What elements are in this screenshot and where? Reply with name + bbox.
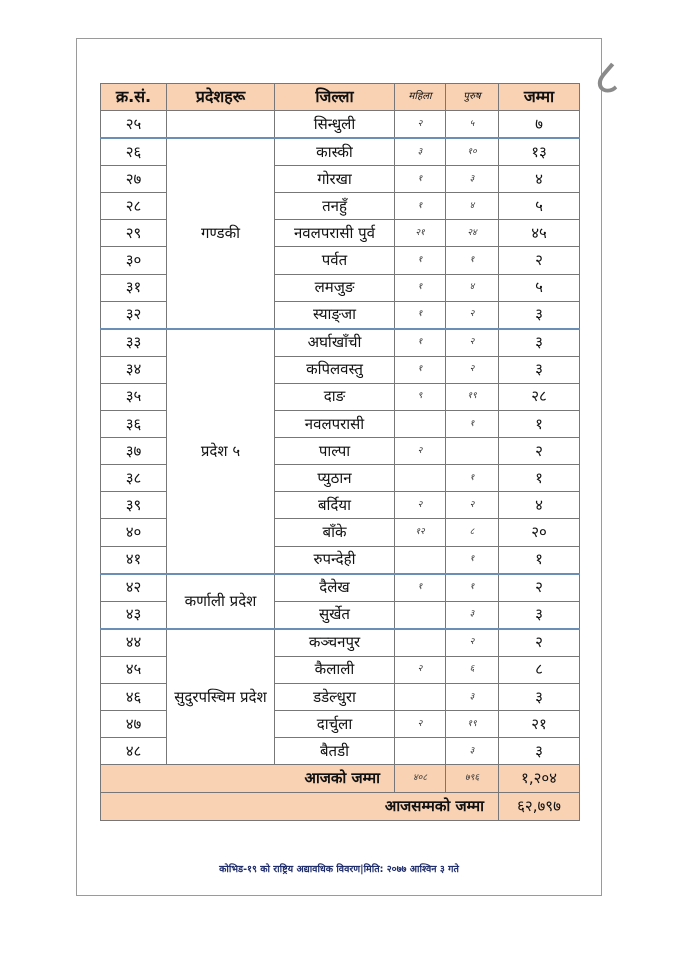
cell-district: बैतडी [275, 738, 395, 765]
cell-male: २४ [446, 220, 499, 247]
page-footer: कोभिड-१९ को राष्ट्रिय अद्यावधिक विवरण|मिति: २०७७ आश्विन ३ गते [219, 864, 459, 875]
cell-district: कञ्चनपुर [275, 629, 395, 657]
cell-male: ३ [446, 166, 499, 193]
today-total-male: ७९६ [446, 765, 499, 793]
cell-serial-number: ३७ [101, 438, 167, 465]
cell-district: सिन्धुली [275, 111, 395, 139]
today-total-label: आजको जम्मा [101, 765, 395, 793]
cell-serial-number: ३२ [101, 301, 167, 329]
cell-female: १ [395, 356, 446, 383]
cell-province: सुदुरपस्चिम प्रदेश [167, 629, 275, 765]
cell-province: गण्डकी [167, 138, 275, 329]
page-number: ८ [594, 48, 620, 106]
cell-serial-number: २७ [101, 166, 167, 193]
cell-female [395, 629, 446, 657]
cell-serial-number: ४१ [101, 546, 167, 574]
cell-district: बर्दिया [275, 492, 395, 519]
cell-total: ४ [499, 492, 580, 519]
header-male: पुरुष [446, 84, 499, 111]
cell-total: ७ [499, 111, 580, 139]
cell-female: १२ [395, 519, 446, 546]
cell-serial-number: ४५ [101, 656, 167, 683]
cell-district: स्याङ्जा [275, 301, 395, 329]
cell-female [395, 411, 446, 438]
cumulative-total-row [101, 793, 580, 821]
cell-district: नवलपरासी [275, 411, 395, 438]
cell-female: १ [395, 574, 446, 602]
cell-female: १ [395, 166, 446, 193]
cell-male: २ [446, 492, 499, 519]
cell-male: ३ [446, 683, 499, 710]
cell-district: कैलाली [275, 656, 395, 683]
cell-serial-number: ३८ [101, 465, 167, 492]
cell-district: तनहुँ [275, 193, 395, 220]
header-female: महिला [395, 84, 446, 111]
cell-province [167, 111, 275, 139]
cell-female: २ [395, 656, 446, 683]
cell-district: लमजुङ [275, 274, 395, 301]
cell-district: सुर्खेत [275, 601, 395, 629]
cell-district: अर्घाखाँची [275, 329, 395, 357]
cell-total: १३ [499, 138, 580, 166]
cell-male: १ [446, 574, 499, 602]
cell-serial-number: ३० [101, 247, 167, 274]
cell-male [446, 438, 499, 465]
cell-total: ८ [499, 656, 580, 683]
cell-male: २ [446, 301, 499, 329]
header-serial-number: क्र.सं. [101, 84, 167, 111]
cell-female: ३ [395, 138, 446, 166]
table-row [101, 111, 580, 139]
cell-district: नवलपरासी पुर्व [275, 220, 395, 247]
cell-female: १ [395, 247, 446, 274]
cell-district: कास्की [275, 138, 395, 166]
cell-serial-number: ४६ [101, 683, 167, 710]
cell-female [395, 465, 446, 492]
cell-district: बाँके [275, 519, 395, 546]
cell-total: ३ [499, 683, 580, 710]
cell-district: डडेल्धुरा [275, 683, 395, 710]
cell-total: ४ [499, 166, 580, 193]
cell-male: १९ [446, 383, 499, 410]
cell-district: प्युठान [275, 465, 395, 492]
cell-female: २ [395, 711, 446, 738]
cell-total: २० [499, 519, 580, 546]
cell-total: २ [499, 574, 580, 602]
cell-female: १ [395, 329, 446, 357]
cell-district: दाङ [275, 383, 395, 410]
cell-serial-number: ४८ [101, 738, 167, 765]
cell-total: ४५ [499, 220, 580, 247]
cell-total: ५ [499, 274, 580, 301]
header-district: जिल्ला [275, 84, 395, 111]
cell-total: ३ [499, 601, 580, 629]
cell-total: २ [499, 247, 580, 274]
cell-province: प्रदेश ५ [167, 329, 275, 574]
header-province: प्रदेशहरू [167, 84, 275, 111]
cell-total: ३ [499, 301, 580, 329]
cell-total: २ [499, 438, 580, 465]
cell-serial-number: २६ [101, 138, 167, 166]
cell-male: ५ [446, 111, 499, 139]
cell-total: १ [499, 411, 580, 438]
cell-female: २ [395, 438, 446, 465]
cell-serial-number: ३६ [101, 411, 167, 438]
cumulative-total-label: आजसम्मको जम्मा [101, 793, 499, 821]
cell-male: ६ [446, 656, 499, 683]
table-row [101, 574, 580, 602]
cell-district: पर्वत [275, 247, 395, 274]
cell-district: पाल्पा [275, 438, 395, 465]
table-header-row [101, 84, 580, 111]
cell-total: २१ [499, 711, 580, 738]
table-row [101, 629, 580, 657]
cell-serial-number: ३४ [101, 356, 167, 383]
cell-total: १ [499, 546, 580, 574]
cell-male: १ [446, 247, 499, 274]
cell-total: ३ [499, 329, 580, 357]
cell-serial-number: २८ [101, 193, 167, 220]
cell-total: २८ [499, 383, 580, 410]
cell-total: १ [499, 465, 580, 492]
cell-district: दार्चुला [275, 711, 395, 738]
cell-total: ५ [499, 193, 580, 220]
cell-province: कर्णाली प्रदेश [167, 574, 275, 629]
today-total-row [101, 765, 580, 793]
cell-total: ३ [499, 738, 580, 765]
cell-female [395, 738, 446, 765]
cell-male: १ [446, 411, 499, 438]
cell-serial-number: ३५ [101, 383, 167, 410]
cell-male: २ [446, 629, 499, 657]
cell-serial-number: २५ [101, 111, 167, 139]
cell-male: २ [446, 356, 499, 383]
cell-serial-number: ३१ [101, 274, 167, 301]
cell-male: ८ [446, 519, 499, 546]
cell-male: ४ [446, 193, 499, 220]
cell-serial-number: ३९ [101, 492, 167, 519]
cell-male: १ [446, 465, 499, 492]
district-cases-table [100, 83, 580, 821]
cell-female [395, 683, 446, 710]
cell-male: २ [446, 329, 499, 357]
table-row [101, 329, 580, 357]
cell-male: १ [446, 546, 499, 574]
cell-male: १९ [446, 711, 499, 738]
table-row [101, 138, 580, 166]
cell-serial-number: ३३ [101, 329, 167, 357]
cell-serial-number: ४७ [101, 711, 167, 738]
cell-female: २१ [395, 220, 446, 247]
cell-district: कपिलवस्तु [275, 356, 395, 383]
cell-female: १ [395, 193, 446, 220]
cell-male: १० [446, 138, 499, 166]
cell-district: दैलेख [275, 574, 395, 602]
cell-district: गोरखा [275, 166, 395, 193]
today-total-female: ४०८ [395, 765, 446, 793]
cell-serial-number: ४४ [101, 629, 167, 657]
cell-serial-number: ४० [101, 519, 167, 546]
cell-female [395, 601, 446, 629]
cell-female: २ [395, 492, 446, 519]
header-total: जम्मा [499, 84, 580, 111]
today-total-value: १,२०४ [499, 765, 580, 793]
cell-female: ९ [395, 383, 446, 410]
cell-female: २ [395, 111, 446, 139]
cell-district: रुपन्देही [275, 546, 395, 574]
cumulative-total-value: ६२,७९७ [499, 793, 580, 821]
cell-female [395, 546, 446, 574]
cell-female: १ [395, 301, 446, 329]
cell-female: १ [395, 274, 446, 301]
cell-total: ३ [499, 356, 580, 383]
cell-serial-number: २९ [101, 220, 167, 247]
cell-male: ३ [446, 738, 499, 765]
table-body [101, 111, 580, 765]
cell-serial-number: ४३ [101, 601, 167, 629]
cell-serial-number: ४२ [101, 574, 167, 602]
cell-male: ३ [446, 601, 499, 629]
cell-male: ४ [446, 274, 499, 301]
cell-total: २ [499, 629, 580, 657]
